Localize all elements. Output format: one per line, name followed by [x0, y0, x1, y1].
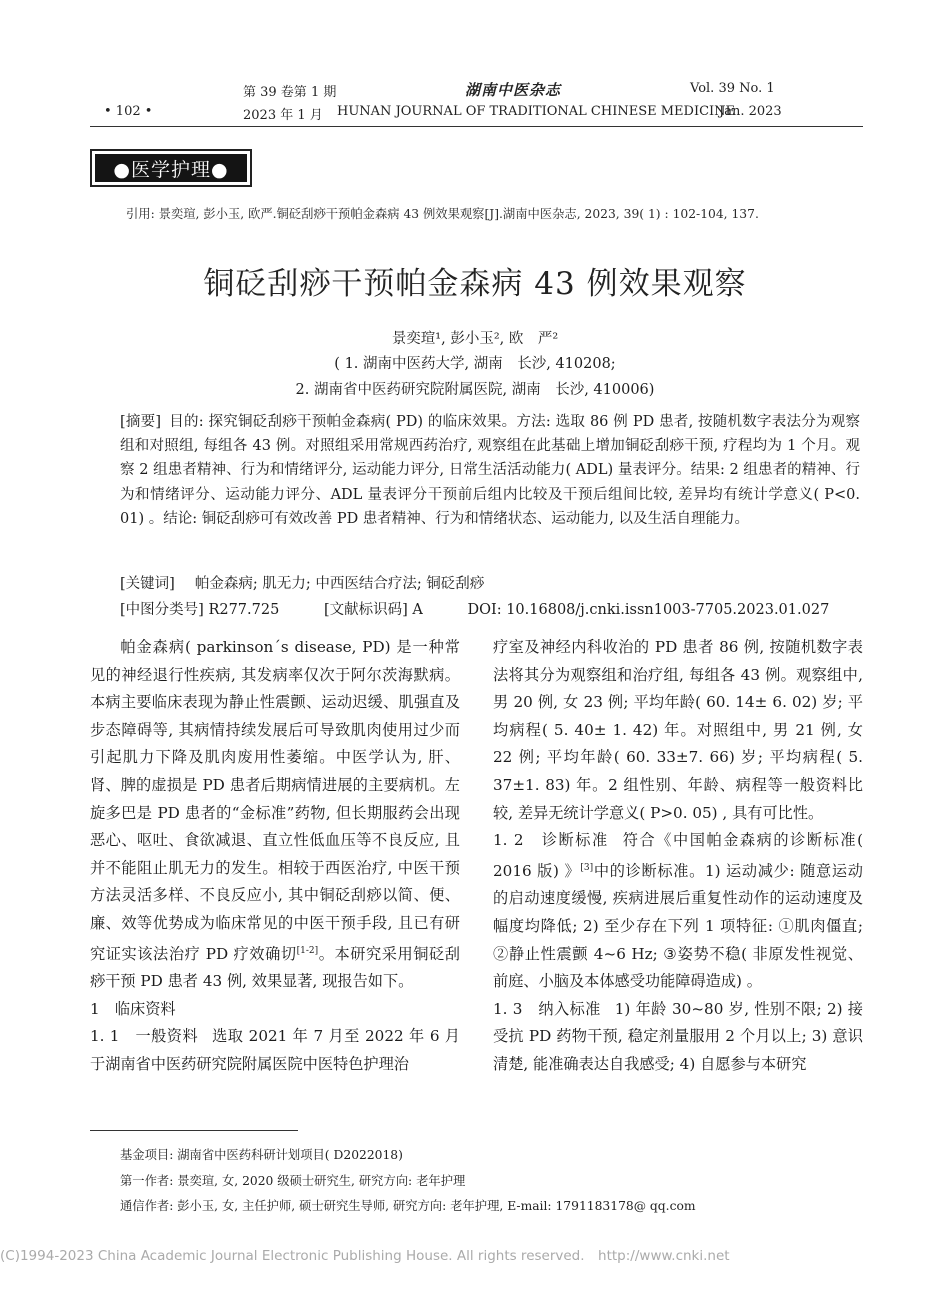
section-1-2-text-a: 符合《中国帕金森病的诊断标准( 2016 版) 》: [493, 831, 863, 880]
section-1-1-text: 选取 2021 年 7 月至 2022 年 6 月于湖南省中医药研究院附属医院中医特色护理治: [90, 1027, 460, 1073]
footnote-first-author: 第一作者: 景奕瑄, 女, 2020 级硕士研究生, 研究方向: 老年护理: [120, 1174, 466, 1188]
left-column: [90, 634, 460, 1079]
intro-paragraph: [90, 634, 460, 996]
affiliation-1: ( 1. 湖南中医药大学, 湖南 长沙, 410208;: [334, 356, 616, 372]
section-banner-label: ●医学护理●: [95, 154, 247, 182]
section-1-2: [493, 827, 863, 996]
keywords-text: 帕金森病; 肌无力; 中西医结合疗法; 铜砭刮痧: [194, 576, 485, 592]
clc-value: R277.725: [208, 602, 280, 618]
clc-label: [中图分类号]: [120, 602, 204, 618]
section-1-2-label: 1. 2 诊断标准: [493, 831, 609, 850]
footnote-rule: [90, 1130, 298, 1131]
section-1-1: [90, 1023, 460, 1078]
intro-reference: [1-2]: [296, 945, 319, 956]
journal-name-en: HUNAN JOURNAL OF TRADITIONAL CHINESE MEDICINE: [337, 104, 736, 119]
abstract-text: 目的: 探究铜砭刮痧干预帕金森病( PD) 的临床效果。方法: 选取 86 例 PD 患者, 按随机数字表法分为观察组和对照组, 每组各 43 例。对照组采用常规西药治疗, 观察组在此基础上增加铜砭刮痧干预, 疗程均为 1 个月。观察 2 组患者精神、行为和情绪评分, 运动能力评分, 日常生活活动能力( ADL) 量表评分。结果: 2 组患者的精神、行为和情绪评分、运动能力评分、ADL 量表评分干预前后组内比较及干预后组间比较, 差异均有统计学意义( P<0. 01) 。结论: 铜砭刮痧可有效改善 PD 患者精神、行为和情绪状态、运动能力, 以及生活自理能力。: [120, 414, 860, 527]
affiliation-2: 2. 湖南省中医药研究院附属医院, 湖南 长沙, 410006): [295, 382, 655, 398]
doc-code-label: [文献标识码]: [323, 602, 408, 618]
date-cn: 2023 年 1 月: [243, 108, 323, 123]
section-1-2-text-b: 中的诊断标准。1) 运动减少: 随意运动的启动速度缓慢, 疾病进展后重复性动作的运动速度及幅度均降低; 2) 至少存在下列 1 项特征: ①肌肉僵直; ②静止性震颤 4~6 Hz; ③姿势不稳( 非原发性视觉、前庭、小脑及本体感受功能障碍造成) 。: [493, 861, 863, 991]
doi: DOI: 10.16808/j.cnki.issn1003-7705.2023.01.027: [467, 602, 830, 618]
keywords-label: [关键词]: [120, 576, 175, 592]
intro-text-end: 。本研究采用铜砭刮痧干预 PD 患者 43 例, 效果显著, 现报告如下。: [90, 944, 460, 991]
classification-line: [120, 598, 829, 619]
section-1-1-label: 1. 1 一般资料: [90, 1027, 199, 1046]
page-number: • 102 •: [104, 104, 153, 119]
right-column: [493, 634, 863, 1079]
intro-text: 帕金森病( parkinson´s disease, PD) 是一种常见的神经退行性疾病, 其发病率仅次于阿尔茨海默病。本病主要临床表现为静止性震颤、运动迟缓、肌强直及步态障碍等, 其病情持续发展后可导致肌肉使用过少而引起肌力下降及肌肉废用性萎缩。中医学认为, 肝、肾、脾的虚损是 PD 患者后期病情进展的主要病机。左旋多巴是 PD 患者的“金标准”药物, 但长期服药会出现恶心、呕吐、食欲减退、直立性低血压等不良反应, 且并不能阻止肌无力的发生。相较于西医治疗, 中医干预方法灵活多样、不良反应小, 其中铜砭刮痧以简、便、廉、效等优势成为临床常见的中医干预手段, 且已有研究证实该法治疗 PD 疗效确切: [90, 638, 460, 963]
article-title: 铜砭刮痧干预帕金森病 43 例效果观察: [203, 266, 747, 302]
footnote-funding: 基金项目: 湖南省中医药科研计划项目( D2022018): [120, 1148, 403, 1162]
section-1-2-reference: [3]: [580, 862, 594, 873]
abstract-label: [摘要]: [120, 414, 162, 430]
citation: 引用: 景奕瑄, 彭小玉, 欧严.铜砭刮痧干预帕金森病 43 例效果观察[J].湖南中医杂志, 2023, 39( 1) : 102-104, 137.: [126, 207, 759, 221]
volume-cn: 第 39 卷第 1 期: [243, 85, 337, 100]
volume-en: Vol. 39 No. 1: [690, 81, 775, 96]
doc-code-value: A: [412, 602, 423, 618]
section-1-3-label: 1. 3 纳入标准: [493, 999, 601, 1018]
heading-clinical-data: 1 临床资料: [90, 999, 176, 1018]
authors: 景奕瑄¹, 彭小玉², 欧 严²: [391, 331, 559, 347]
section-banner: [90, 149, 252, 187]
section-1-3: [493, 996, 863, 1079]
keywords: [120, 572, 484, 593]
footnote-corresponding-author: 通信作者: 彭小玉, 女, 主任护师, 硕士研究生导师, 研究方向: 老年护理, E-mail: 1791183178@ qq.com: [120, 1199, 696, 1213]
header-rule: [90, 126, 863, 127]
abstract: [120, 410, 860, 531]
date-en: Jan. 2023: [719, 104, 782, 119]
cnki-watermark: (C)1994-2023 China Academic Journal Electronic Publishing House. All rights reserved. http://www.cnki.net: [0, 1248, 730, 1264]
section-1-3-text: 1) 年龄 30~80 岁, 性别不限; 2) 接受抗 PD 药物干预, 稳定剂量服用 2 个月以上; 3) 意识清楚, 能准确表达自我感受; 4) 自愿参与本研究: [493, 999, 863, 1073]
journal-logo: 湖南中医杂志: [465, 81, 562, 99]
section-1-1-continued: 疗室及神经内科收治的 PD 患者 86 例, 按随机数字表法将其分为观察组和治疗组, 每组各 43 例。观察组中, 男 20 例, 女 23 例; 平均年龄( 60. 14± 6. 02) 岁; 平均病程( 5. 40± 1. 42) 年。对照组中, 男 21 例, 女 22 例; 平均年龄( 60. 33±7. 66) 岁; 平均病程( 5. 37±1. 83) 年。2 组性别、年龄、病程等一般资料比较, 差异无统计学意义( P>0. 05) , 具有可比性。: [493, 638, 863, 822]
